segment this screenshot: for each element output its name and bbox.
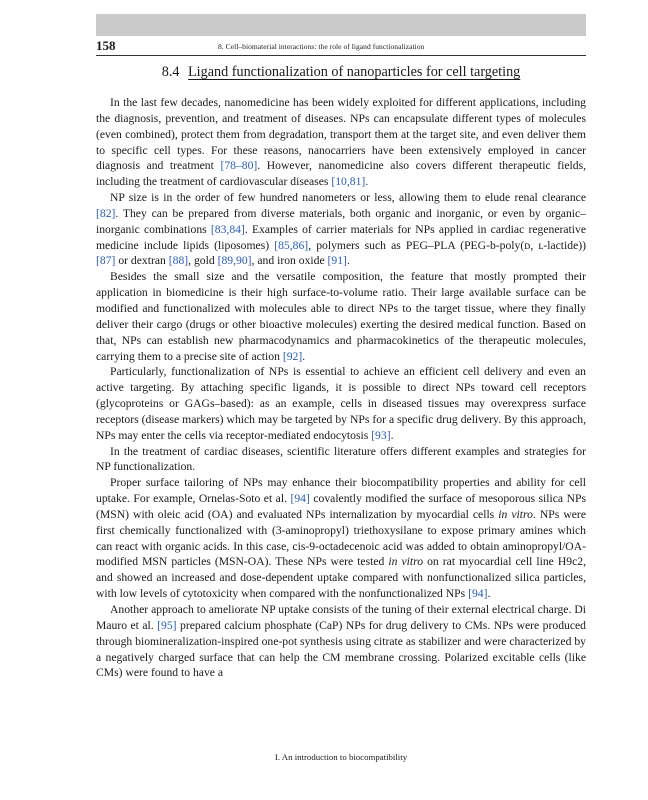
section-number: 8.4 [161, 64, 180, 80]
paragraph [96, 95, 586, 190]
text-run: Besides the small size and the versatile composition, the feature that mostly prompted their application in biomedicine is their high surface-to-volume ratio. Their large available surface can be modified and functionalized with molecules able to direct NPs to the target tissue, where they finally deliver their cargo (drugs or other bioactive molecules) exerting the desired medical function. Based on that, NPs can establish new pharmacodynamics and pharmacokinetics of the therapeutic molecules, carrying them to a precise site of action [96, 270, 586, 363]
text-run: prepared calcium phosphate (CaP) NPs for drug delivery to CMs. NPs were produced through biomineralization-inspired one-pot synthesis using citrate as stabilizer and were characterized by a negatively charged surface that can help the CM membrane crossing. Polarized excitable cells (like CMs) were found to have a [96, 618, 586, 680]
text-run: . NPs were first chemically functionalized with (3-aminopropyl) triethoxysilane to expose primary amines which can react with organic acids. In this case, cis-9-octadecenoic acid was added to obtain aminopropyl/OA-modified MSN particles (MSN-OA). These NPs were tested [96, 507, 586, 569]
citation-link[interactable]: [87] [96, 254, 116, 268]
citation-link[interactable]: [92] [282, 349, 303, 363]
paragraph [96, 602, 586, 681]
text-run: . They can be prepared from diverse materials, both organic and inorganic, or even by organic–inorganic combinations [96, 206, 586, 236]
citation-link[interactable]: [88] [168, 254, 189, 268]
paragraph [96, 444, 586, 476]
section-heading [96, 64, 586, 81]
paragraph [96, 269, 586, 364]
paragraph [96, 190, 586, 269]
text-run: covalently modified the surface of mesoporous silica NPs (MSN) with oleic acid (OA) and evaluated NPs internalization by myocardial cells [96, 492, 586, 521]
text-run: . [302, 349, 306, 363]
text-run: , polymers such as PEG–PLA (PEG-b-poly(ᴅ, ʟ-lactide)) [308, 238, 586, 252]
page-footer: I. An introduction to biocompatibility [274, 752, 408, 762]
citation-link[interactable]: [85,86] [274, 238, 309, 252]
page-header [96, 38, 586, 54]
citation-link[interactable]: [91] [327, 254, 347, 268]
text-run: in vitro [388, 555, 424, 569]
citation-link[interactable]: [95] [157, 618, 177, 632]
body-text [96, 95, 586, 681]
text-run: In the last few decades, nanomedicine has been widely exploited for different applications, including the diagnosis, prevention, and treatment of diseases. NPs can encapsulate different types of molecules (even combined), protect them from degradation, transport them at the target site, and even deliver them to specific cell types. For these reasons, nanocarriers have been extensively employed in cancer diagnosis and treatment [96, 96, 586, 173]
citation-link[interactable]: [82] [96, 206, 116, 220]
paragraph [96, 475, 586, 602]
text-run: in vitro [498, 507, 533, 521]
text-run: . [365, 175, 369, 189]
page-number: 158 [96, 38, 116, 53]
text-run: or dextran [115, 254, 169, 268]
citation-link[interactable]: [93] [371, 428, 391, 442]
citation-link[interactable]: [94] [290, 492, 310, 506]
citation-link[interactable]: [10,81] [331, 175, 366, 189]
text-run: , and iron oxide [251, 254, 328, 268]
text-run: NP size is in the order of few hundred nanometers or less, allowing them to elude renal clearance [110, 191, 586, 205]
header-bar [96, 14, 586, 36]
text-run: . [390, 428, 394, 442]
text-run: . [346, 254, 350, 268]
text-run: on rat myocardial cell line H9c2, and showed an increased and dose-dependent uptake compared with nonfunctionalized silica particles, with low levels of cytotoxicity when compared with the nonfunctionalized NPs [96, 555, 586, 601]
citation-link[interactable]: [83,84] [210, 222, 245, 236]
citation-link[interactable]: [94] [468, 587, 488, 601]
text-run: Another approach to ameliorate NP uptake consists of the tuning of their external electrical charge. Di Mauro et al. [96, 603, 586, 632]
text-run: Proper surface tailoring of NPs may enhance their biocompatibility properties and ability for cell uptake. For example, Ornelas-Soto et al. [96, 476, 586, 506]
header-rule [96, 55, 586, 56]
text-run: . [487, 587, 491, 601]
text-run: , gold [188, 254, 218, 268]
section-title: Ligand functionalization of nanoparticles for cell targeting [188, 64, 521, 80]
text-run: . Examples of carrier materials for NPs applied in cardiac regenerative medicine include lipids (liposomes) [96, 222, 586, 252]
running-head: 8. Cell–biomaterial interactions: the role of ligand functionalization [218, 42, 425, 51]
text-run: . However, nanomedicine also covers different therapeutic fields, including the treatment of cardiovascular diseases [96, 159, 587, 189]
text-run: Particularly, functionalization of NPs is essential to achieve an efficient cell delivery and even an active targeting. By attaching specific ligands, it is possible to direct NPs toward cell receptors (glycoproteins or GAGs–based): as an example, cells in diseased tissues may overexpress surface receptors (disease markers) which may be targeted by NPs for a specific drug delivery. By this approach, NPs may enter the cells via receptor-mediated endocytosis [96, 365, 586, 442]
citation-link[interactable]: [89,90] [217, 254, 252, 268]
citation-link[interactable]: [78–80] [220, 159, 258, 173]
paragraph [96, 364, 586, 443]
text-run: In the treatment of cardiac diseases, scientific literature offers different examples and strategies for NP functionalization. [96, 444, 586, 474]
